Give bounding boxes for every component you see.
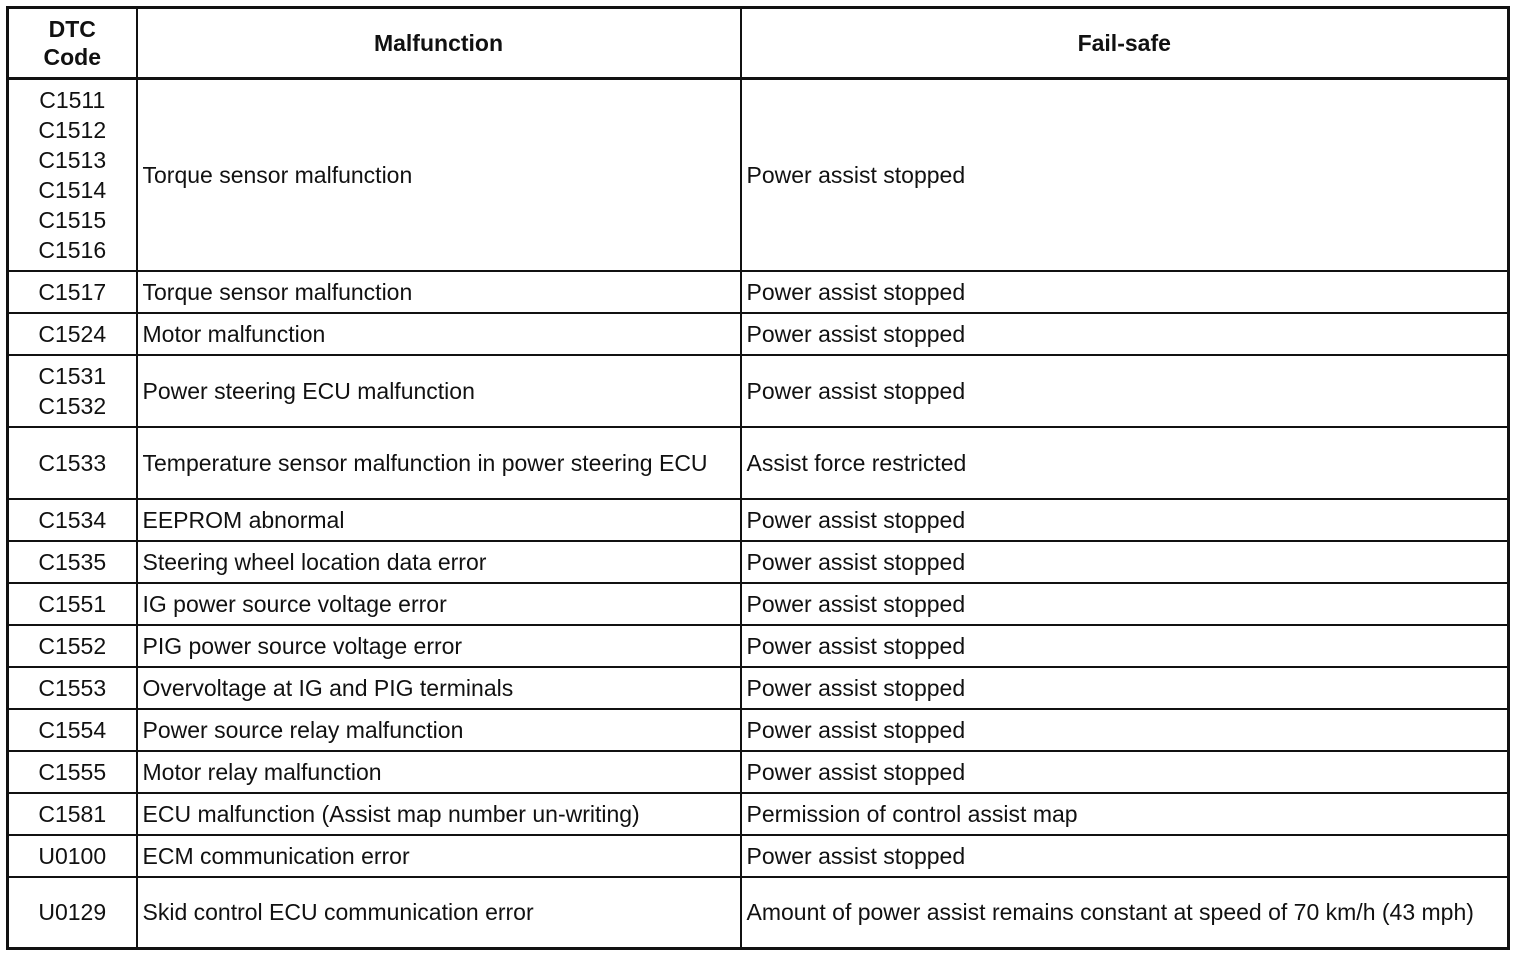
header-malfunction: Malfunction xyxy=(137,8,741,79)
dtc-code-cell xyxy=(8,709,137,751)
dtc-code-cell xyxy=(8,499,137,541)
fail-safe-cell: Power assist stopped xyxy=(741,751,1509,793)
dtc-code-cell xyxy=(8,583,137,625)
header-dtc-code: DTC Code xyxy=(8,8,137,79)
dtc-code-cell xyxy=(8,835,137,877)
table-row xyxy=(8,835,1509,877)
dtc-code-cell xyxy=(8,355,137,427)
malfunction-cell: Torque sensor malfunction xyxy=(137,271,741,313)
fail-safe-cell: Power assist stopped xyxy=(741,499,1509,541)
dtc-code: C1554 xyxy=(38,716,107,743)
dtc-code: C1513 xyxy=(38,146,107,173)
dtc-code: C1512 xyxy=(38,116,107,143)
malfunction-cell: EEPROM abnormal xyxy=(137,499,741,541)
table-header-row xyxy=(8,8,1509,79)
malfunction-cell: PIG power source voltage error xyxy=(137,625,741,667)
table-row xyxy=(8,271,1509,313)
dtc-code-cell xyxy=(8,541,137,583)
table-row xyxy=(8,79,1509,271)
fail-safe-cell: Amount of power assist remains constant at speed of 70 km/h (43 mph) xyxy=(741,877,1509,949)
header-fail-safe: Fail-safe xyxy=(741,8,1509,79)
dtc-code: C1534 xyxy=(38,506,107,533)
malfunction-cell: Steering wheel location data error xyxy=(137,541,741,583)
dtc-code-cell xyxy=(8,271,137,313)
table-row xyxy=(8,583,1509,625)
dtc-code-cell xyxy=(8,751,137,793)
malfunction-cell: Torque sensor malfunction xyxy=(137,79,741,271)
dtc-code: C1511 xyxy=(39,86,106,113)
dtc-code: C1516 xyxy=(38,236,107,263)
fail-safe-cell: Power assist stopped xyxy=(741,271,1509,313)
malfunction-cell: Motor relay malfunction xyxy=(137,751,741,793)
dtc-code: C1581 xyxy=(38,800,107,827)
table-row xyxy=(8,877,1509,949)
fail-safe-cell: Power assist stopped xyxy=(741,541,1509,583)
fail-safe-cell: Power assist stopped xyxy=(741,583,1509,625)
dtc-code: U0100 xyxy=(38,842,107,869)
dtc-code: C1524 xyxy=(38,320,107,347)
table-row xyxy=(8,793,1509,835)
fail-safe-cell: Power assist stopped xyxy=(741,667,1509,709)
dtc-code: C1533 xyxy=(38,449,107,476)
table-row xyxy=(8,313,1509,355)
malfunction-cell: Power source relay malfunction xyxy=(137,709,741,751)
dtc-code-cell xyxy=(8,313,137,355)
table-row xyxy=(8,625,1509,667)
dtc-code-cell xyxy=(8,877,137,949)
dtc-code: C1555 xyxy=(38,758,107,785)
dtc-code: C1517 xyxy=(38,278,107,305)
dtc-code-cell xyxy=(8,79,137,271)
fail-safe-cell: Permission of control assist map xyxy=(741,793,1509,835)
malfunction-cell: Motor malfunction xyxy=(137,313,741,355)
dtc-code-cell xyxy=(8,625,137,667)
malfunction-cell: IG power source voltage error xyxy=(137,583,741,625)
fail-safe-cell: Power assist stopped xyxy=(741,79,1509,271)
dtc-code: C1553 xyxy=(38,674,107,701)
table-row xyxy=(8,709,1509,751)
dtc-code-cell xyxy=(8,427,137,499)
dtc-fail-safe-table xyxy=(6,6,1510,950)
dtc-code: C1551 xyxy=(38,590,107,617)
malfunction-cell: Overvoltage at IG and PIG terminals xyxy=(137,667,741,709)
malfunction-cell: Temperature sensor malfunction in power steering ECU xyxy=(137,427,741,499)
table-row xyxy=(8,667,1509,709)
table-row xyxy=(8,427,1509,499)
table-row xyxy=(8,499,1509,541)
table-row xyxy=(8,355,1509,427)
dtc-code: C1532 xyxy=(38,392,107,419)
dtc-code: C1552 xyxy=(38,632,107,659)
malfunction-cell: Power steering ECU malfunction xyxy=(137,355,741,427)
fail-safe-cell: Power assist stopped xyxy=(741,709,1509,751)
malfunction-cell: Skid control ECU communication error xyxy=(137,877,741,949)
dtc-code-cell xyxy=(8,667,137,709)
dtc-code: C1515 xyxy=(38,206,107,233)
fail-safe-cell: Assist force restricted xyxy=(741,427,1509,499)
table-row xyxy=(8,541,1509,583)
table-row xyxy=(8,751,1509,793)
table-body xyxy=(8,79,1509,949)
malfunction-cell: ECU malfunction (Assist map number un-writing) xyxy=(137,793,741,835)
fail-safe-cell: Power assist stopped xyxy=(741,625,1509,667)
dtc-code: C1535 xyxy=(38,548,107,575)
fail-safe-cell: Power assist stopped xyxy=(741,313,1509,355)
dtc-code-cell xyxy=(8,793,137,835)
dtc-code: U0129 xyxy=(38,899,107,926)
dtc-code: C1514 xyxy=(38,176,107,203)
fail-safe-cell: Power assist stopped xyxy=(741,835,1509,877)
malfunction-cell: ECM communication error xyxy=(137,835,741,877)
fail-safe-cell: Power assist stopped xyxy=(741,355,1509,427)
dtc-code: C1531 xyxy=(38,362,107,389)
